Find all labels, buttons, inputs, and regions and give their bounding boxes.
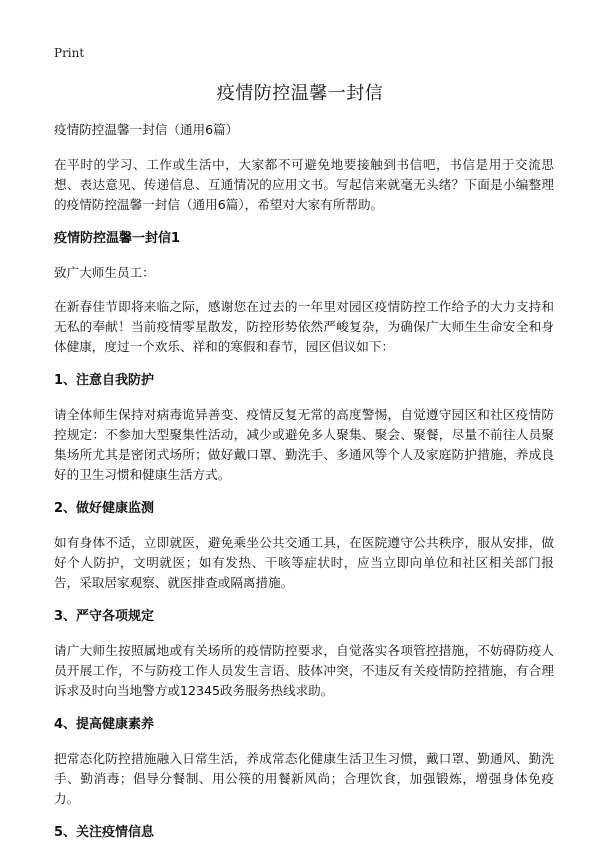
section-heading-health-literacy: 4、提高健康素养 xyxy=(54,717,155,732)
section-body-health-literacy: 把常态化防控措施融入日常生活，养成常态化健康生活卫生习惯，戴口罩、勤通风、勤洗手、勤消毒；倡导分餐制、用公筷的用餐新风尚；合理饮食，加强锻炼，增强身体免疫力。 xyxy=(54,751,554,806)
document-body xyxy=(54,120,554,857)
document-subtitle: 疫情防控温馨一封信（通用6篇） xyxy=(54,122,239,137)
section-heading-health-monitoring: 2、做好健康监测 xyxy=(54,501,155,516)
section-body-regulations: 请广大师生按照属地或有关场所的疫情防控要求，自觉落实各项管控措施，不妨碍防疫人员开展工作，不与防疫工作人员发生言语、肢体冲突，不违反有关疫情防控措施，有合理诉求及时向当地警方或12345政务服务热线求助。 xyxy=(54,643,554,698)
section-body-self-protection: 请全体师生保持对病毒诡异善变、疫情反复无常的高度警惕，自觉遵守园区和社区疫情防控规定：不参加大型聚集性活动，减少或避免多人聚集、聚会、聚餐，尽量不前往人员聚集场所尤其是密闭式场所；做好戴口罩、勤洗手、多通风等个人及家庭防护措施，养成良好的卫生习惯和健康生活方式。 xyxy=(54,407,554,482)
letter-heading: 疫情防控温馨一封信1 xyxy=(54,231,181,246)
print-label[interactable]: Print xyxy=(54,46,85,60)
intro-paragraph: 在平时的学习、工作或生活中，大家都不可避免地要接触到书信吧，书信是用于交流思想、表达意见、传递信息、互通情况的应用文书。写起信来就毫无头绪？下面是小编整理的疫情防控温馨一封信（通用6篇），希望对大家有所帮助。 xyxy=(54,157,554,212)
letter-salutation: 致广大师生员工： xyxy=(54,265,155,280)
section-body-health-monitoring: 如有身体不适，立即就医，避免乘坐公共交通工具，在医院遵守公共秩序，服从安排，做好个人防护，文明就医；如有发热、干咳等症状时，应当立即向单位和社区相关部门报告，采取居家观察、就医排查或隔离措施。 xyxy=(54,535,554,590)
document-title: 疫情防控温馨一封信 xyxy=(216,83,384,104)
letter-opening-paragraph: 在新春佳节即将来临之际，感谢您在过去的一年里对园区疫情防控工作给予的大力支持和无私的奉献！当前疫情零星散发，防控形势依然严峻复杂，为确保广大师生生命安全和身体健康，度过一个欢乐、祥和的寒假和春节，园区倡议如下： xyxy=(54,299,554,354)
section-heading-regulations: 3、严守各项规定 xyxy=(54,609,155,624)
section-heading-self-protection: 1、注意自我防护 xyxy=(54,373,155,388)
section-heading-epidemic-info: 5、关注疫情信息 xyxy=(54,825,155,840)
